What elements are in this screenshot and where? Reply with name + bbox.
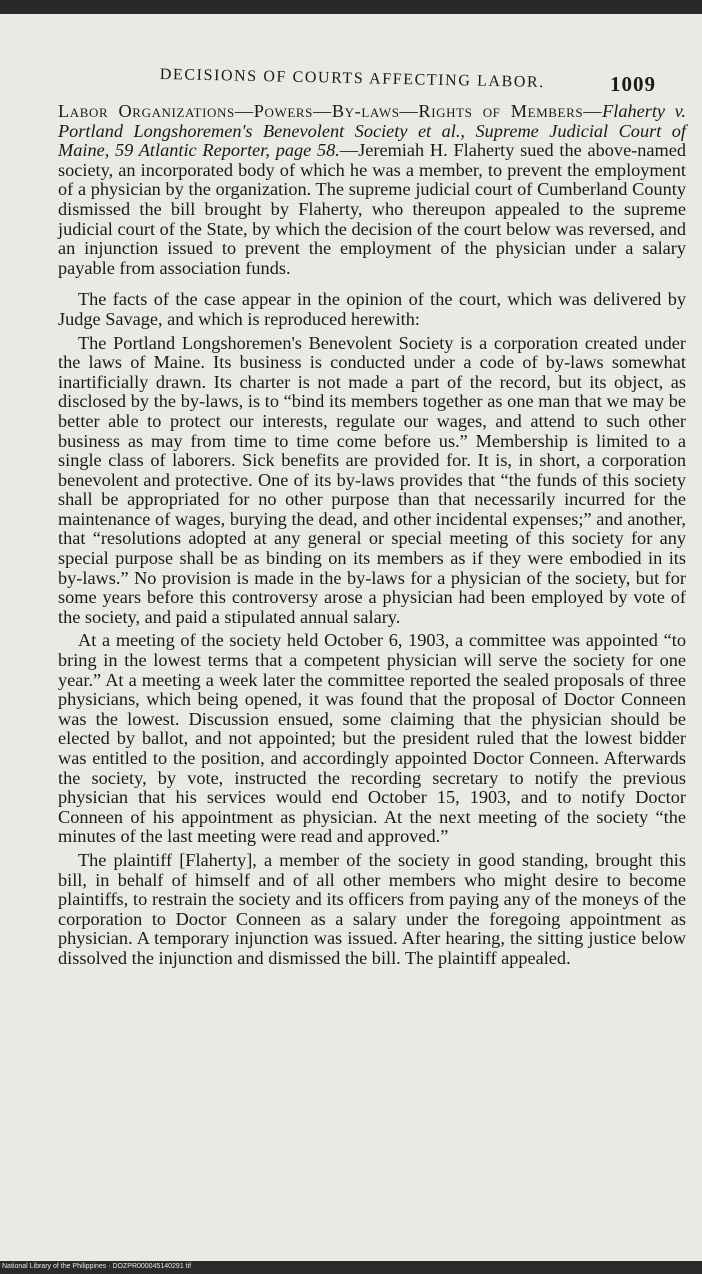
intro-text: —Jeremiah H. Flaherty sued the above-named society, an incorporated body of which he was a member, to prevent the employment of a physician by the organization. The supreme judicial court of Cumberland County dismissed the bill brought by Flaherty, who thereupon appealed to the supreme judicial court of the State, by which the decision of the court below was reversed, and an injunction issued to prevent the employment of the physician under a salary payable from association funds. [58,140,686,278]
paragraph-opinion-1: The Portland Longshoremen's Benevolent Society is a corporation created under the laws of Maine. Its business is conducted under a code of by-laws somewhat inartificially drawn. Its charter is not made a part of the record, but its object, as disclosed by the by-laws, is to “bind its members together as one man that we may be better able to protect our interests, regulate our wages, and attend to such other business as may from time to time come before us.” Membership is limited to a single class of laborers. Sick benefits are provided for. It is, in short, a corporation benevolent and protective. One of its by-laws provides that “the funds of this society shall be appropriated for no other purpose than that necessarily incurred for the maintenance of wages, burying the dead, and other incidental expenses;” and another, that “resolutions adopted at any general or special meeting of this society for any special purpose shall be as binding on its members as if they were embodied in its by-laws.” No provision is made in the by-laws for a physician of the society, but for some years before this controversy arose a physician had been employed by vote of the society, and paid a stipulated annual salary. [58,332,686,627]
article-body [58,102,686,973]
scan-top-border [0,0,702,14]
case-citation: Flaherty v. Portland Longshoremen's Benevolent Society et al., Supreme Judicial Court of Maine, 59 Atlantic Reporter, page 58. [58,101,686,161]
paragraph-opinion-2: At a meeting of the society held October 6, 1903, a committee was appointed “to bring in the lowest terms that a competent physician will serve the society for one year.” At a meeting a week later the committee reported the sealed proposals of three physicians, which being opened, it was found that the proposal of Doctor Conneen was the lowest. Discussion ensued, some claiming that the physician should be elected by ballot, and not appointed; but the president ruled that the lowest bidder was entitled to the position, and accordingly appointed Doctor Conneen. Afterwards the society, by vote, instructed the recording secretary to notify the previous physician that his services would end October 15, 1903, and to notify Doctor Conneen of his appointment as physician. At the next meeting of the society “the minutes of the last meeting were read and approved.” [58,630,686,847]
case-heading: Labor Organizations—Powers—By-laws—Rights of Members— [58,101,603,121]
running-head: DECISIONS OF COURTS AFFECTING LABOR. [159,66,546,92]
page-number: 1009 [610,72,656,96]
scan-footer-label: National Library of the Philippines · DOZPR000045140291 tif [2,1263,192,1270]
paragraph-facts: The facts of the case appear in the opinion of the court, which was delivered by Judge Savage, and which is reproduced herewith: [58,289,686,329]
intro-paragraph [58,102,686,278]
paragraph-opinion-3: The plaintiff [Flaherty], a member of the society in good standing, brought this bill, in behalf of himself and of all other members who might desire to become plaintiffs, to restrain the society and its officers from paying any of the moneys of the corporation to Doctor Conneen as a salary under the foregoing appointment as physician. A temporary injunction was issued. After hearing, the sitting justice below dissolved the injunction and dismissed the bill. The plaintiff appealed. [58,849,686,968]
